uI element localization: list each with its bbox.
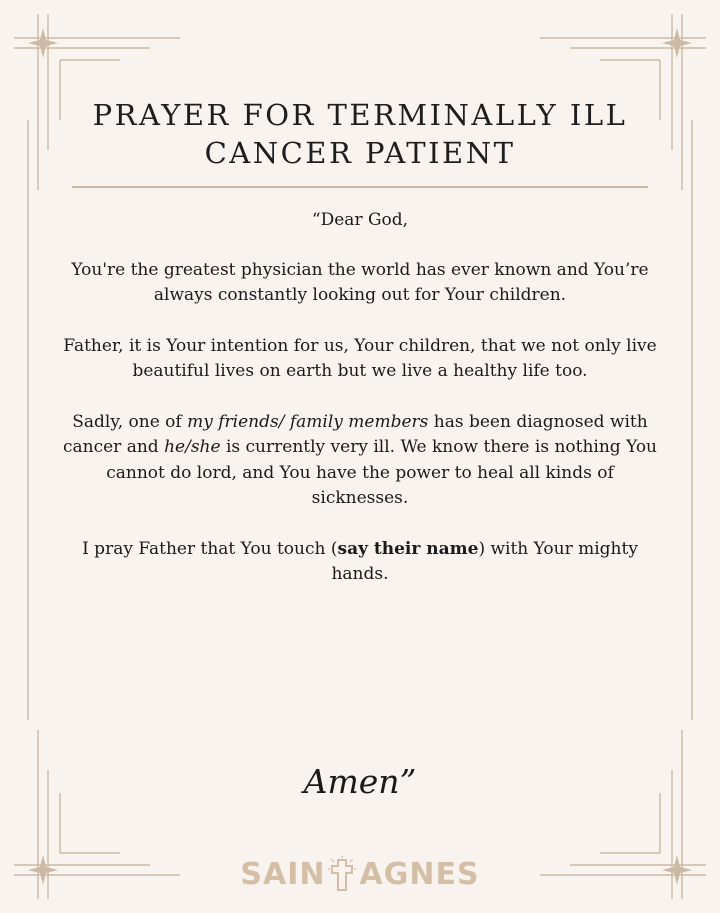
brand-text-left: SAIN — [240, 856, 326, 892]
brand-text-right: AGNES — [359, 856, 480, 892]
p4-text-a: I pray Father that You touch ( — [82, 538, 338, 559]
prayer-greeting: “Dear God, — [311, 210, 409, 230]
p3-placeholder-relation: my friends/ family members — [187, 411, 429, 432]
title-line-2: CANCER PATIENT — [204, 136, 516, 170]
title-line-1: PRAYER FOR TERMINALLY ILL — [92, 98, 628, 132]
prayer-paragraph-3 — [62, 410, 658, 512]
prayer-paragraph-2: Father, it is Your intention for us, Your children, that we not only live beautiful lives on earth but we live a healthy life too. — [63, 335, 657, 381]
prayer-body — [62, 208, 658, 613]
prayer-paragraph-4 — [62, 537, 658, 588]
star-icon-top-left — [28, 28, 58, 58]
p3-text-e: is currently very ill. We know there is nothing You cannot do lord, and You have the power to heal all kinds of sicknesses. — [106, 437, 658, 508]
p4-text-c: ) with Your mighty hands. — [331, 538, 638, 584]
p4-placeholder-name: say their name — [337, 538, 479, 559]
p3-placeholder-pronoun: he/she — [164, 437, 221, 457]
prayer-title — [0, 96, 720, 172]
prayer-closing: Amen” — [303, 762, 417, 801]
title-divider — [72, 186, 648, 188]
p3-text-c: has been diagnosed with cancer and — [62, 411, 648, 457]
cross-sunburst-icon — [328, 856, 356, 892]
brand-logo — [0, 856, 720, 892]
star-icon-top-right — [662, 28, 692, 58]
prayer-paragraph-1: You're the greatest physician the world has ever known and You’re always constantly looking out for Your children. — [71, 259, 649, 305]
p3-text-a: Sadly, one of — [72, 411, 188, 432]
